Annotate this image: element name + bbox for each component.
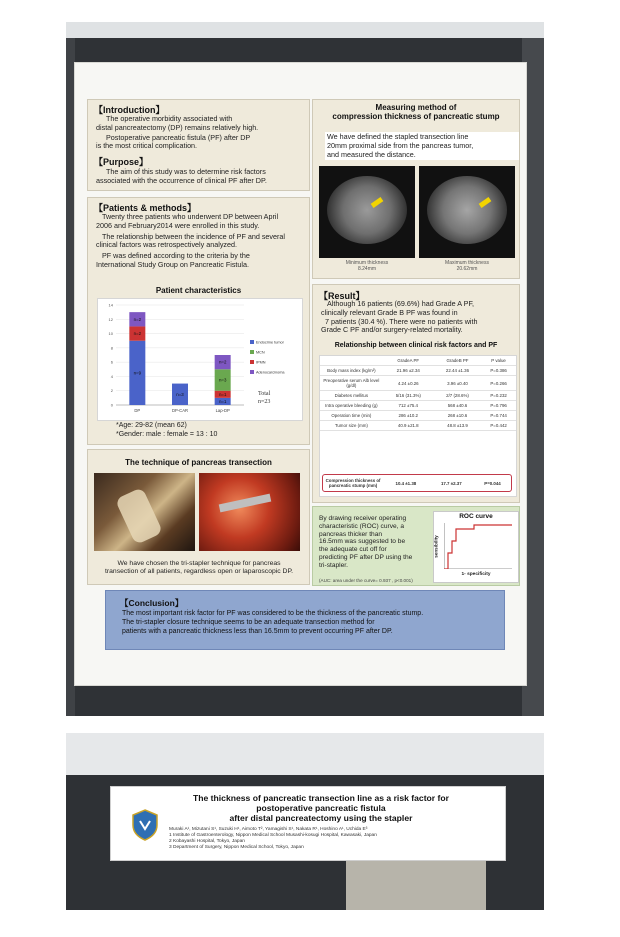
ceiling-band bbox=[66, 22, 544, 38]
total-label: Total bbox=[258, 391, 271, 397]
column-header: GradeA PF bbox=[383, 356, 434, 366]
introduction-text: The operative morbidity associated with distal pancreatectomy (DP) remains relatively high. Postoperative pancreatic fistula (PF) after DP is the most critical complication. bbox=[96, 114, 259, 151]
patient-chart-frame bbox=[97, 298, 303, 421]
conclusion-heading: 【Conclusion】 bbox=[120, 598, 184, 608]
authors: Muraki A¹, Mizutani S¹, Suzuki H¹, Aimoto T², Yamagishi S¹, Nakata R¹, Hoshino A¹, Uchida E³ bbox=[169, 827, 368, 832]
result-heading: 【Result】 bbox=[319, 291, 365, 301]
title-card bbox=[110, 786, 506, 861]
bar-label: n=1 bbox=[218, 399, 227, 405]
legend-label: Endocrine tumor bbox=[256, 340, 284, 345]
column-header: GradeB PF bbox=[434, 356, 481, 366]
patients-methods-box bbox=[87, 197, 310, 445]
y-tick-label: 8 bbox=[110, 345, 113, 351]
y-tick-label: 12 bbox=[108, 316, 113, 322]
measuring-text: We have defined the stapled transection line 20mm proximal side from the pancreas tumor, and measured the distance. bbox=[325, 132, 519, 160]
patient-chart-title: Patient characteristics bbox=[155, 286, 242, 295]
bar-label: n=2 bbox=[133, 331, 142, 337]
risk-table bbox=[320, 356, 516, 431]
patients-text: Twenty three patients who underwent DP between April 2006 and February2014 were enrolled in this study. The relationship between the incidence of PF and several clinical factors was retrospectively analyzed. PF was defined according to the criteria by the International Study Group on Pancreatic Fistula. bbox=[96, 212, 285, 269]
introduction-box bbox=[87, 99, 310, 191]
bar-label: n=1 bbox=[218, 391, 227, 397]
ceiling-band-bottom bbox=[66, 733, 544, 775]
purpose-text: The aim of this study was to determine risk factors associated with the occurrence of clinical PF after DP. bbox=[96, 167, 267, 185]
legend-swatch bbox=[250, 340, 254, 344]
surgery-photo-right bbox=[199, 473, 300, 551]
total-value: n=23 bbox=[258, 399, 271, 405]
y-tick-label: 2 bbox=[110, 388, 113, 394]
y-tick-label: 14 bbox=[108, 302, 113, 308]
x-tick-label: Lap-DP bbox=[215, 408, 230, 413]
y-tick-label: 0 bbox=[110, 402, 113, 408]
ct-scan-minimum bbox=[319, 166, 415, 258]
technique-text: We have chosen the tri-stapler technique for pancreas transection of all patients, regardless open or laparoscopic DP. bbox=[104, 560, 294, 575]
roc-xlabel: 1- specificity bbox=[461, 572, 491, 577]
x-tick-label: DP-CAR bbox=[171, 408, 189, 413]
risk-factor-table bbox=[319, 355, 517, 497]
roc-curve-chart bbox=[444, 523, 512, 569]
patient-characteristics-chart bbox=[98, 299, 302, 420]
result-box bbox=[312, 284, 520, 503]
table-row: Intra operative bleeding (g) 712 ±75.4 568 ±40.6 P=0.796 bbox=[320, 401, 516, 411]
table-row: Diabetes mellitus 5/16 (31.3%) 2/7 (28.6%) P=0.232 bbox=[320, 391, 516, 401]
max-thickness-caption: Maximum thickness 20.62mm bbox=[445, 260, 489, 272]
y-tick-label: 6 bbox=[110, 359, 113, 365]
roc-text: By drawing receiver operating characteristic (ROC) curve, a pancreas thicker than 16.5mm was suggested to be the adequate cut off for predicting PF after DP using the tri-stapler. bbox=[319, 515, 413, 569]
x-tick-label: DP bbox=[134, 408, 141, 413]
table-row: Preoperative serum Alb level (g/dl) 4.24 ±0.26 3.96 ±0.40 P=0.266 bbox=[320, 376, 516, 391]
column-header: P value bbox=[481, 356, 516, 366]
bar-label: n=9 bbox=[133, 370, 142, 376]
risk-table-title: Relationship between clinical risk factors and PF bbox=[334, 342, 498, 349]
table-row: Tumor size (mm) 40.9 ±21.8 48.8 ±13.9 P=0.442 bbox=[320, 421, 516, 431]
y-tick-label: 4 bbox=[110, 373, 113, 379]
result-text: Although 16 patients (69.6%) had Grade A PF, clinically relevant Grade B PF was found in 7 patients (30.4 %). There were no patients with Grade C PF and/or surgery-related mortality. bbox=[321, 299, 478, 335]
table-row: Body mass index (kg/m²) 21.96 ±2.34 22.44 ±1.36 P=0.386 bbox=[320, 366, 516, 376]
authors-block: Muraki A¹, Mizutani S¹, Suzuki H¹, Aimoto T², Yamagishi S¹, Nakata R¹, Hoshino A¹, Uchida E³ 1 Institute of Gastroenterology, Nippon Medical School Musashi-kosugi Hospital, Kawasaki, Japan 2 Kobayashi Hospital, Tokyo, Japan 3 Department of Surgery, Nippon Medical School, Tokyo, Japan bbox=[169, 827, 499, 851]
technique-box bbox=[87, 449, 310, 585]
conclusion-text: The most important risk factor for PF was considered to be the thickness of the pancreatic stump. The tri-stapler closure technique seems to be an adequate transection method for patients with a pancreatic thickness less than 16.5mm to prevent occurring PF after DP. bbox=[122, 610, 424, 635]
roc-chart-frame bbox=[433, 511, 519, 583]
roc-box bbox=[312, 506, 520, 586]
min-thickness-caption: Minimum thickness 8.24mm bbox=[345, 260, 389, 272]
table-row: Operation time (min) 286 ±10.2 268 ±10.6 P=0.744 bbox=[320, 411, 516, 421]
bar-label: n=2 bbox=[218, 359, 227, 365]
highlighted-row-frame bbox=[322, 474, 512, 492]
ct-scan-maximum bbox=[419, 166, 515, 258]
age-text: *Age: 29-82 (mean 62) bbox=[116, 422, 187, 429]
measuring-method-box bbox=[312, 99, 520, 279]
y-tick-label: 10 bbox=[108, 331, 113, 337]
legend-swatch bbox=[250, 350, 254, 354]
measuring-heading: Measuring method of compression thickness of pancreatic stump bbox=[332, 103, 500, 121]
legend-label: Adenocarcinoma bbox=[256, 370, 285, 375]
roc-curve bbox=[444, 525, 512, 569]
legend-label: MCN bbox=[256, 350, 265, 355]
bar-label: n=3 bbox=[176, 391, 184, 397]
bar-label: n=3 bbox=[218, 377, 227, 383]
legend-swatch bbox=[250, 360, 254, 364]
legend-swatch bbox=[250, 370, 254, 374]
gender-text: *Gender: male : female = 13 : 10 bbox=[116, 431, 218, 438]
table-header-row bbox=[320, 356, 516, 366]
technique-heading: The technique of pancreas transection bbox=[125, 458, 272, 467]
roc-ylabel: sensibility bbox=[433, 535, 439, 558]
purpose-heading: 【Purpose】 bbox=[94, 157, 149, 167]
patients-heading: 【Patients & methods】 bbox=[94, 203, 197, 213]
auc-footnote: (AUC: area under the curve= 0.937 , p<0.001) bbox=[319, 578, 413, 583]
poster-title: The thickness of pancreatic transection line as a risk factor for postoperative pancreatic fistula after distal pancreatectomy using the stapler bbox=[193, 793, 449, 823]
conclusion-box bbox=[105, 590, 505, 650]
bar-label: n=2 bbox=[133, 316, 142, 322]
surgery-photo-left bbox=[94, 473, 195, 551]
roc-title: ROC curve bbox=[459, 513, 493, 520]
table-row: Compression thickness of pancreatic stump (mm) 10.4 ±1.38 17.7 ±2.37 P=0.044 bbox=[325, 478, 501, 488]
highlighted-row bbox=[323, 475, 511, 491]
legend-label: IPMN bbox=[256, 360, 266, 365]
introduction-heading: 【Introduction】 bbox=[94, 105, 165, 115]
poster-sheet bbox=[74, 62, 527, 686]
